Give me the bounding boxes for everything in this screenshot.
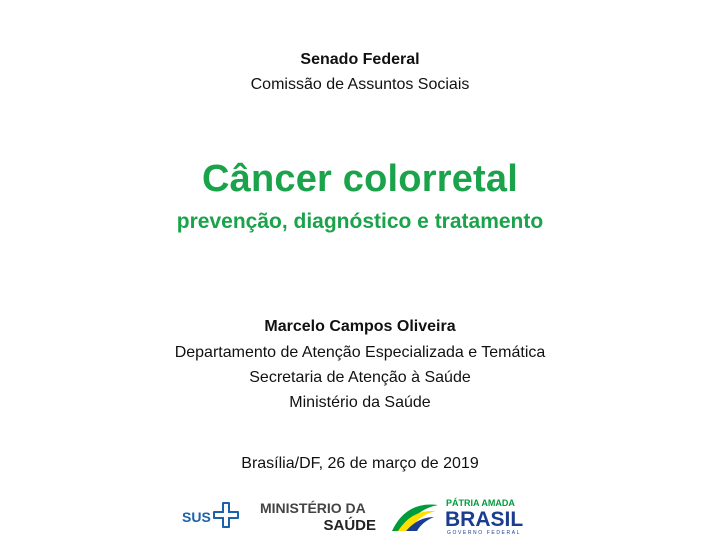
event-place-date: Brasília/DF, 26 de março de 2019 — [241, 455, 479, 472]
brasil-governo-logo — [390, 495, 530, 535]
sus-logo-text: SUS — [182, 509, 211, 525]
presenter-name: Marcelo Campos Oliveira — [264, 318, 456, 335]
sus-logo — [182, 499, 242, 531]
presenter-secretariat: Secretaria de Atenção à Saúde — [249, 369, 471, 386]
slide-title: Câncer colorretal — [202, 158, 518, 200]
brasil-tagline: PÁTRIA AMADA — [446, 498, 515, 508]
brasil-gov: GOVERNO FEDERAL — [447, 530, 522, 535]
org-name: Senado Federal — [300, 51, 420, 68]
ministerio-line1: MINISTÉRIO DA — [260, 500, 366, 516]
presenter-department: Departamento de Atenção Especializada e Temática — [174, 344, 546, 361]
ministerio-saude-logo — [258, 497, 378, 533]
brasil-flag-swoosh-icon — [392, 505, 438, 531]
ministerio-line2: SAÚDE — [323, 517, 376, 533]
committee-name: Comissão de Assuntos Sociais — [250, 76, 470, 93]
brasil-word: BRASIL — [445, 508, 524, 531]
presenter-ministry: Ministério da Saúde — [289, 394, 431, 411]
slide-subtitle: prevenção, diagnóstico e tratamento — [176, 210, 544, 233]
